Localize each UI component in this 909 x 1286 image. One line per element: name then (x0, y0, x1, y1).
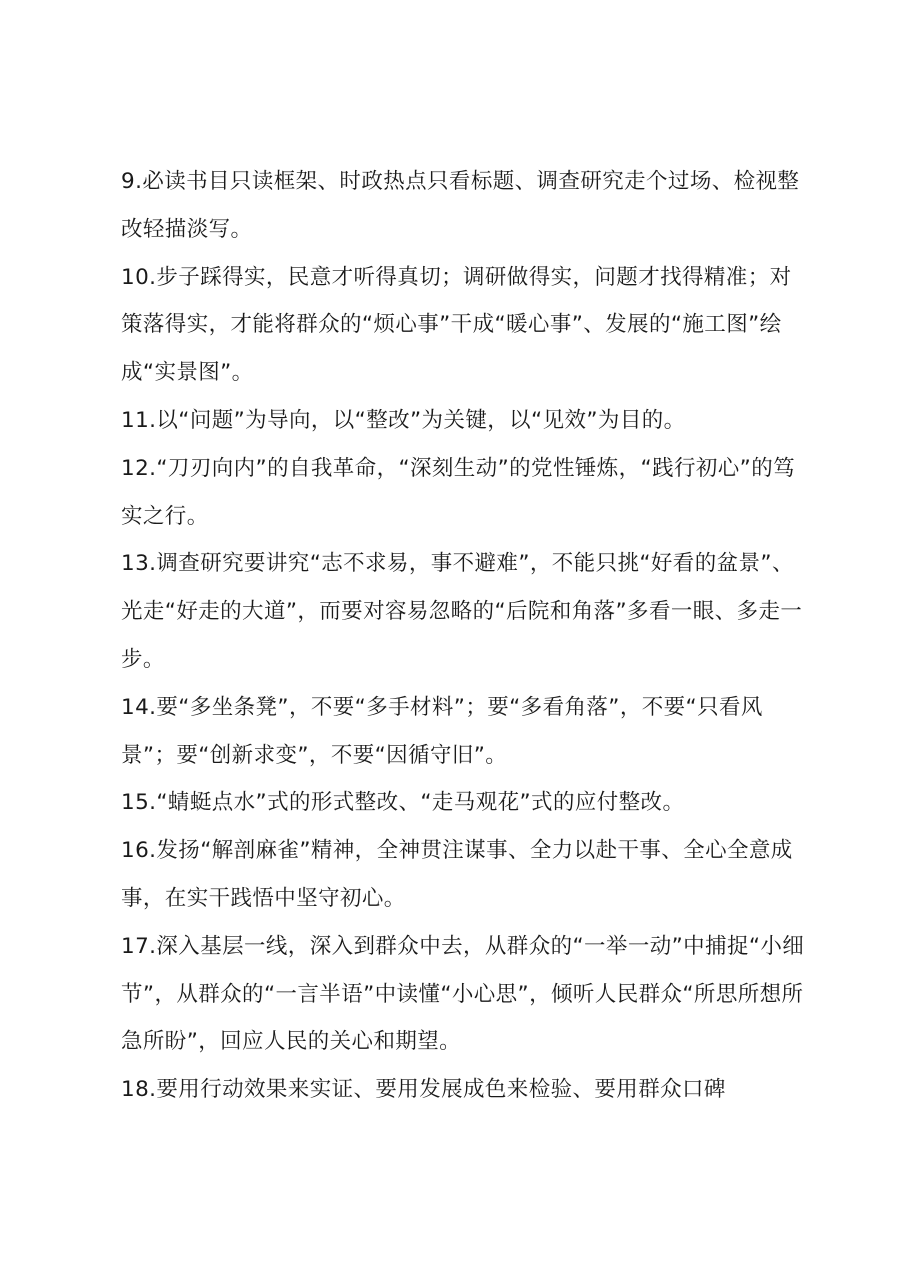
paragraph-13: 13.调查研究要讲究“志不求易，事不避难”，不能只挑“好看的盆景”、光走“好走的大道”，而要对容易忽略的“后院和角落”多看一眼、多走一步。 (121, 551, 803, 672)
paragraph-11: 11.以“问题”为导向，以“整改”为关键，以“见效”为目的。 (121, 407, 686, 433)
paragraph-14: 14.要“多坐条凳”，不要“多手材料”；要“多看角落”，不要“只看风景”；要“创新求变”，不要“因循守旧”。 (121, 694, 763, 768)
paragraph-10: 10.步子踩得实，民意才听得真切；调研做得实，问题才找得精准；对策落得实，才能将群众的“烦心事”干成“暖心事”、发展的“施工图”绘成“实景图”。 (121, 264, 792, 386)
paragraph-12: 12.“刀刃向内”的自我革命，“深刻生动”的党性锤炼，“践行初心”的笃实之行。 (121, 455, 796, 529)
paragraph-15: 15.“蜻蜓点水”式的形式整改、“走马观花”式的应付整改。 (121, 790, 685, 816)
document-body (121, 158, 811, 1114)
paragraph-16: 16.发扬“解剖麻雀”精神，全神贯注谋事、全力以赴干事、全心全意成事，在实干践悟中坚守初心。 (121, 838, 793, 911)
paragraph-18: 18.要用行动效果来实证、要用发展成色来检验、要用群众口碑 (121, 1077, 726, 1103)
paragraph-9: 9.必读书目只读框架、时政热点只看标题、调查研究走个过场、检视整改轻描淡写。 (121, 169, 800, 242)
paragraph-17: 17.深入基层一线，深入到群众中去，从群众的“一举一动”中捕捉“小细节”，从群众的“一言半语”中读懂“小心思”，倾听人民群众“所思所想所急所盼”，回应人民的关心和期望。 (121, 933, 805, 1055)
